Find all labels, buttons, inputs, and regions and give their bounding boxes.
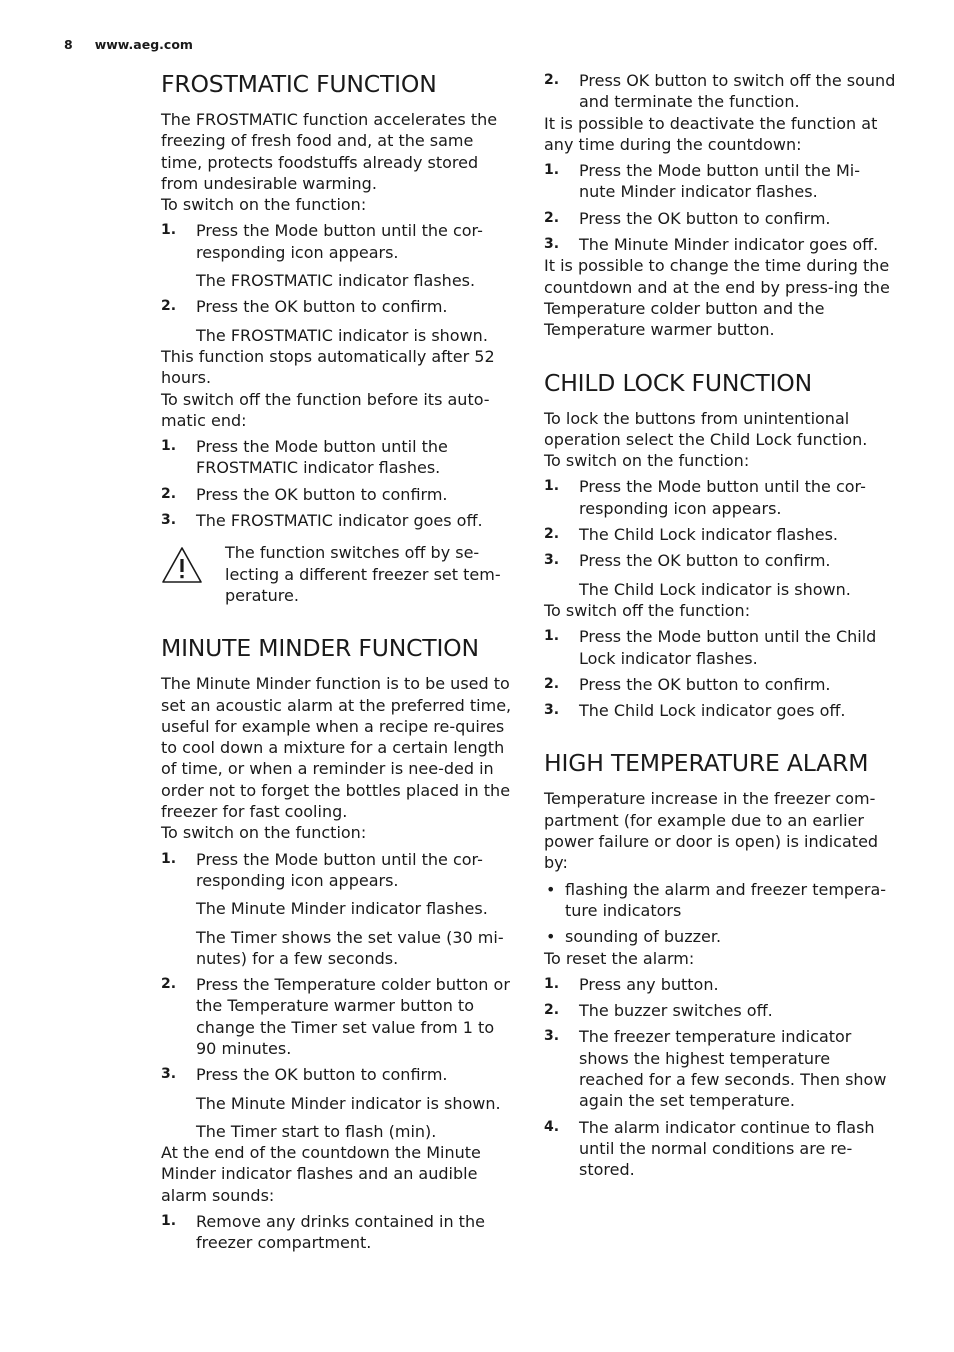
- minute-minder-deactivate: It is possible to deactivate the function at any time during the countdown:: [544, 113, 878, 154]
- step-number: 3.: [544, 236, 560, 253]
- frostmatic-switch-off: To switch off the function before its auto-matic end:: [161, 389, 490, 430]
- step-number: 3.: [161, 1066, 177, 1083]
- step-text: The alarm indicator continue to flash until the normal conditions are re-stored.: [579, 1117, 875, 1180]
- list-item: [161, 484, 513, 505]
- high-temp-heading: HIGH TEMPERATURE ALARM: [544, 749, 869, 778]
- list-item: [544, 550, 896, 571]
- frostmatic-switch-on: To switch on the function:: [161, 195, 367, 215]
- list-item: [544, 626, 896, 669]
- step-number: 3.: [161, 512, 177, 529]
- list-item: [161, 849, 513, 892]
- step-text: Press the Mode button until the cor-responding icon appears.: [196, 849, 483, 890]
- step-text: Press the Mode button until the cor-responding icon appears.: [196, 221, 483, 262]
- step-note: The Timer start to flash (min).: [196, 1121, 437, 1141]
- step-text: Press the OK button to confirm.: [579, 551, 831, 571]
- high-temp-intro: Temperature increase in the freezer com-partment (for example due to an earlier power failure or door is open) is indicated by:: [544, 789, 879, 873]
- step-number: 2.: [161, 485, 177, 502]
- step-number: 1.: [161, 1213, 177, 1230]
- step-number: 1.: [161, 222, 177, 239]
- list-item: [544, 476, 896, 519]
- list-item: [544, 70, 896, 113]
- step-number: 1.: [544, 478, 560, 495]
- minute-minder-end-countdown: At the end of the countdown the Minute Minder indicator flashes and an audible alarm sounds:: [161, 1143, 481, 1205]
- step-number: 2.: [544, 526, 560, 543]
- list-item: [161, 510, 513, 531]
- step-number: 1.: [161, 850, 177, 867]
- high-temp-reset: To reset the alarm:: [544, 948, 695, 968]
- step-text: The freezer temperature indicator shows the highest temperature reached for a few seconds. Then show again the set temperature.: [579, 1027, 887, 1111]
- bullet-dot: •: [546, 879, 556, 899]
- step-text: The Child Lock indicator goes off.: [579, 701, 846, 721]
- step-text: Press the Mode button until the FROSTMATIC indicator flashes.: [196, 437, 448, 478]
- step-text: Press the OK button to confirm.: [579, 208, 831, 228]
- step-number: 2.: [544, 72, 560, 88]
- step-number: 2.: [544, 1002, 560, 1019]
- step-number: 1.: [161, 438, 177, 455]
- list-item: [544, 208, 896, 229]
- step-number: 1.: [544, 162, 560, 179]
- step-text: The Minute Minder indicator goes off.: [579, 235, 879, 255]
- list-item: [161, 1211, 513, 1254]
- step-number: 3.: [544, 702, 560, 719]
- list-item: [161, 220, 513, 263]
- list-item: [544, 1026, 896, 1111]
- step-number: 4.: [544, 1118, 560, 1135]
- step-text: Press the OK button to confirm.: [579, 674, 831, 694]
- step-number: 3.: [544, 552, 560, 569]
- step-text: Press the OK button to confirm.: [196, 484, 448, 504]
- minute-minder-change-time: It is possible to change the time during the countdown and at the end by press-ing the Temperature colder button and the Temperature warmer button.: [544, 256, 890, 340]
- child-lock-intro: To lock the buttons from unintentional operation select the Child Lock function.: [544, 408, 868, 449]
- bullet-item: [544, 879, 896, 922]
- child-lock-switch-on: To switch on the function:: [544, 451, 750, 471]
- step-number: 1.: [544, 628, 560, 645]
- warning-triangle-icon: [161, 542, 225, 606]
- list-item: [544, 160, 896, 203]
- step-text: The FROSTMATIC indicator goes off.: [196, 511, 483, 531]
- step-number: 2.: [161, 298, 177, 315]
- bullet-dot: •: [546, 927, 556, 947]
- bullet-text: sounding of buzzer.: [565, 927, 722, 947]
- list-item: [544, 1000, 896, 1021]
- step-note: The FROSTMATIC indicator flashes.: [196, 271, 476, 291]
- website-link[interactable]: www.aeg.com: [94, 37, 193, 52]
- child-lock-heading: CHILD LOCK FUNCTION: [544, 368, 812, 397]
- list-item: [544, 674, 896, 695]
- list-item: [161, 974, 513, 1059]
- step-note: The FROSTMATIC indicator is shown.: [196, 325, 488, 345]
- step-note: The Minute Minder indicator flashes.: [196, 899, 488, 919]
- step-text: Press the Mode button until the Mi-nute Minder indicator flashes.: [579, 161, 860, 202]
- step-number: 2.: [544, 675, 560, 692]
- list-item: [161, 436, 513, 479]
- minute-minder-heading: MINUTE MINDER FUNCTION: [161, 634, 479, 663]
- step-text: Press any button.: [579, 974, 719, 994]
- page-header: [64, 37, 193, 52]
- list-item: [544, 234, 896, 255]
- warning-text: The function switches off by se-lecting a different freezer set tem-perature.: [225, 543, 501, 605]
- list-item: [544, 700, 896, 721]
- child-lock-switch-off: To switch off the function:: [544, 600, 751, 620]
- bullet-text: flashing the alarm and freezer tempera-ture indicators: [565, 879, 887, 920]
- step-text: Press the Mode button until the Child Lock indicator flashes.: [579, 627, 877, 668]
- list-item: [544, 1117, 896, 1181]
- step-number: 2.: [544, 209, 560, 226]
- minute-minder-intro: The Minute Minder function is to be used to set an acoustic alarm at the preferred time, useful for example when a recipe re-quires to cool down a mixture for a certain length of time, or when a reminder is nee-ded in order not to forget the bottles placed in the freezer for fast cooling.: [161, 674, 512, 822]
- right-column: [544, 70, 896, 1180]
- step-note: The Child Lock indicator is shown.: [579, 579, 851, 599]
- list-item: [544, 524, 896, 545]
- step-text: Press the Mode button until the cor-responding icon appears.: [579, 477, 866, 518]
- list-item: [161, 1064, 513, 1085]
- frostmatic-heading: FROSTMATIC FUNCTION: [161, 70, 437, 98]
- left-column: [161, 70, 513, 1254]
- step-text: Press OK button to switch off the sound and terminate the function.: [579, 71, 896, 112]
- step-number: 1.: [544, 975, 560, 992]
- step-note: The Minute Minder indicator is shown.: [196, 1093, 501, 1113]
- bullet-item: [544, 926, 896, 947]
- step-number: 2.: [161, 976, 177, 993]
- step-text: Press the OK button to confirm.: [196, 1065, 448, 1085]
- warning-note: [161, 542, 513, 606]
- page-number: 8: [64, 37, 73, 52]
- minute-minder-switch-on: To switch on the function:: [161, 823, 367, 843]
- frostmatic-auto-stop: This function stops automatically after 52 hours.: [161, 346, 495, 388]
- step-text: Press the Temperature colder button or the Temperature warmer button to change the Timer set value from 1 to 90 minutes.: [196, 975, 510, 1058]
- list-item: [161, 296, 513, 317]
- step-text: The Child Lock indicator flashes.: [579, 525, 838, 545]
- step-text: The buzzer switches off.: [579, 1001, 773, 1021]
- step-number: 3.: [544, 1028, 560, 1045]
- frostmatic-intro: The FROSTMATIC function accelerates the freezing of fresh food and, at the same time, protects foodstuffs already stored from undesirable warming.: [161, 110, 498, 193]
- list-item: [544, 974, 896, 995]
- step-note: The Timer shows the set value (30 mi-nutes) for a few seconds.: [196, 927, 504, 968]
- step-text: Press the OK button to confirm.: [196, 297, 448, 317]
- step-text: Remove any drinks contained in the freezer compartment.: [196, 1212, 485, 1253]
